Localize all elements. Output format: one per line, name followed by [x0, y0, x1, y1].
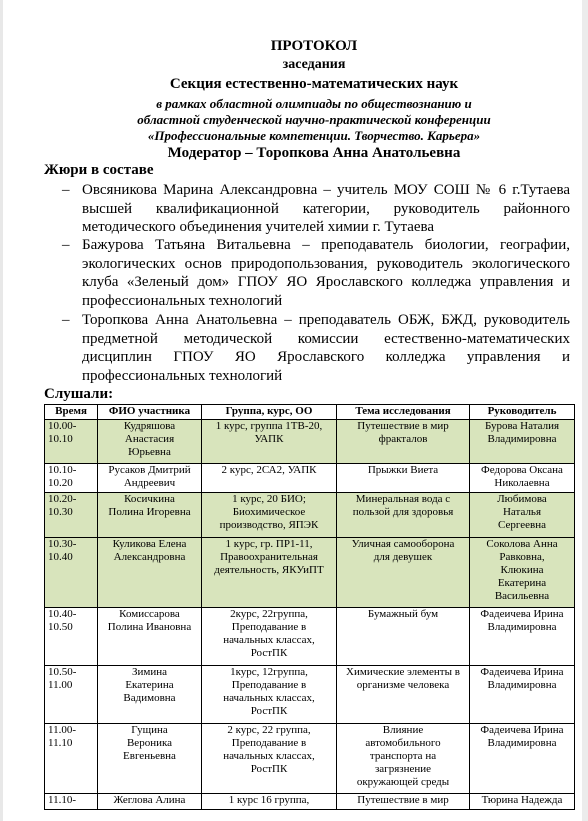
context-line-2: областной студенческой научно-практической конференции — [137, 112, 491, 127]
table-row — [45, 666, 575, 724]
cell-group: 1 курс, 20 БИО; Биохимическое производство, ЯПЭК — [202, 493, 337, 538]
cell-topic: Путешествие в мир — [337, 794, 470, 810]
jury-member-text: Бажурова Татьяна Витальевна – преподаватель биологии, географии, экологических основ природопользования, руководитель экологического клуба «Зеленый дом» ГПОУ ЯО Ярославского колледжа управления и профессиональных технологий — [82, 237, 570, 309]
table-body — [45, 420, 575, 810]
table-row — [45, 493, 575, 538]
cell-name: Гущина Вероника Евгеньевна — [98, 724, 202, 794]
cell-lead: Фадеичева Ирина Владимировна — [470, 608, 575, 666]
cell-topic: Влияние автомобильного транспорта на загрязнение окружающей среды — [337, 724, 470, 794]
cell-lead: Любимова Наталья Сергеевна — [470, 493, 575, 538]
cell-topic: Бумажный бум — [337, 608, 470, 666]
context-line-3: «Профессиональные компетенции. Творчество. Карьера» — [147, 128, 481, 143]
cell-topic: Путешествие в мир фракталов — [337, 420, 470, 464]
cell-lead: Бурова Наталия Владимировна — [470, 420, 575, 464]
protocol-title: ПРОТОКОЛ — [270, 38, 358, 54]
table-row — [45, 420, 575, 464]
cell-time: 10.40- 10.50 — [45, 608, 98, 666]
cell-lead: Фадеичева Ирина Владимировна — [470, 724, 575, 794]
cell-lead: Фадеичева Ирина Владимировна — [470, 666, 575, 724]
cell-lead: Тюрина Надежда — [470, 794, 575, 810]
cell-group: 1 курс 16 группа, — [202, 794, 337, 810]
cell-group: 2 курс, 2СА2, УАПК — [202, 464, 337, 493]
cell-topic: Прыжки Виета — [337, 464, 470, 493]
cell-lead: Федорова Оксана Николаевна — [470, 464, 575, 493]
col-header-lead: Руководитель — [470, 405, 575, 420]
col-header-topic: Тема исследования — [337, 405, 470, 420]
cell-topic: Химические элементы в организме человека — [337, 666, 470, 724]
cell-name: Кудряшова Анастасия Юрьевна — [98, 420, 202, 464]
table-row — [45, 464, 575, 493]
cell-name: Комиссарова Полина Ивановна — [98, 608, 202, 666]
table-row — [45, 538, 575, 608]
context-line-1: в рамках областной олимпиады по обществознанию и — [156, 96, 472, 111]
cell-group: 1курс, 12группа, Преподавание в начальных классах, РостПК — [202, 666, 337, 724]
cell-name: Жеглова Алина — [98, 794, 202, 810]
cell-topic: Минеральная вода с пользой для здоровья — [337, 493, 470, 538]
list-dash: – — [62, 182, 70, 198]
cell-time: 10.00- 10.10 — [45, 420, 98, 464]
cell-time: 11.10- — [45, 794, 98, 810]
jury-member-text: Торопкова Анна Анатольевна – преподаватель ОБЖ, БЖД, руководитель предметной методической комиссии естественно-математических дисциплин ГПОУ ЯО Ярославского колледжа управления и профессиональных технологий — [82, 312, 570, 384]
list-dash: – — [62, 237, 70, 253]
jury-member — [62, 311, 570, 385]
col-header-group: Группа, курс, ОО — [202, 405, 337, 420]
participants-table — [44, 404, 575, 810]
cell-time: 10.20- 10.30 — [45, 493, 98, 538]
cell-topic: Уличная самооборона для девушек — [337, 538, 470, 608]
heard-heading: Слушали: — [44, 386, 114, 402]
cell-name: Куликова Елена Александровна — [98, 538, 202, 608]
cell-time: 11.00- 11.10 — [45, 724, 98, 794]
jury-heading: Жюри в составе — [44, 162, 154, 178]
cell-name: Зимина Екатерина Вадимовна — [98, 666, 202, 724]
left-edge-shadow — [0, 0, 3, 821]
cell-group: 2курс, 22группа, Преподавание в начальных классах, РостПК — [202, 608, 337, 666]
cell-name: Косичкина Полина Игоревна — [98, 493, 202, 538]
section-name: Секция естественно-математических наук — [169, 76, 459, 92]
col-header-name: ФИО участника — [98, 405, 202, 420]
cell-group: 1 курс, гр. ПР1-11, Правоохранительная деятельность, ЯКУиПТ — [202, 538, 337, 608]
moderator-line: Модератор – Торопкова Анна Анатольевна — [167, 145, 461, 161]
col-header-time: Время — [45, 405, 98, 420]
cell-group: 2 курс, 22 группа, Преподавание в начальных классах, РостПК — [202, 724, 337, 794]
table-row — [45, 794, 575, 810]
cell-group: 1 курс, группа 1ТВ-20, УАПК — [202, 420, 337, 464]
table-header-row — [45, 405, 575, 420]
table-row — [45, 724, 575, 794]
cell-lead: Соколова Анна Равковна, Клюкина Екатерина Васильевна — [470, 538, 575, 608]
jury-member — [62, 236, 570, 310]
table-row — [45, 608, 575, 666]
protocol-subtitle: заседания — [282, 57, 346, 72]
cell-name: Русаков Дмитрий Андреевич — [98, 464, 202, 493]
jury-member — [62, 181, 570, 237]
cell-time: 10.30- 10.40 — [45, 538, 98, 608]
cell-time: 10.10- 10.20 — [45, 464, 98, 493]
list-dash: – — [62, 312, 70, 328]
jury-member-text: Овсяникова Марина Александровна – учитель МОУ СОШ № 6 г.Тутаева высшей квалификационной категории, руководитель районного методического объединения учителей химии г. Тутаева — [82, 182, 570, 235]
cell-time: 10.50- 11.00 — [45, 666, 98, 724]
